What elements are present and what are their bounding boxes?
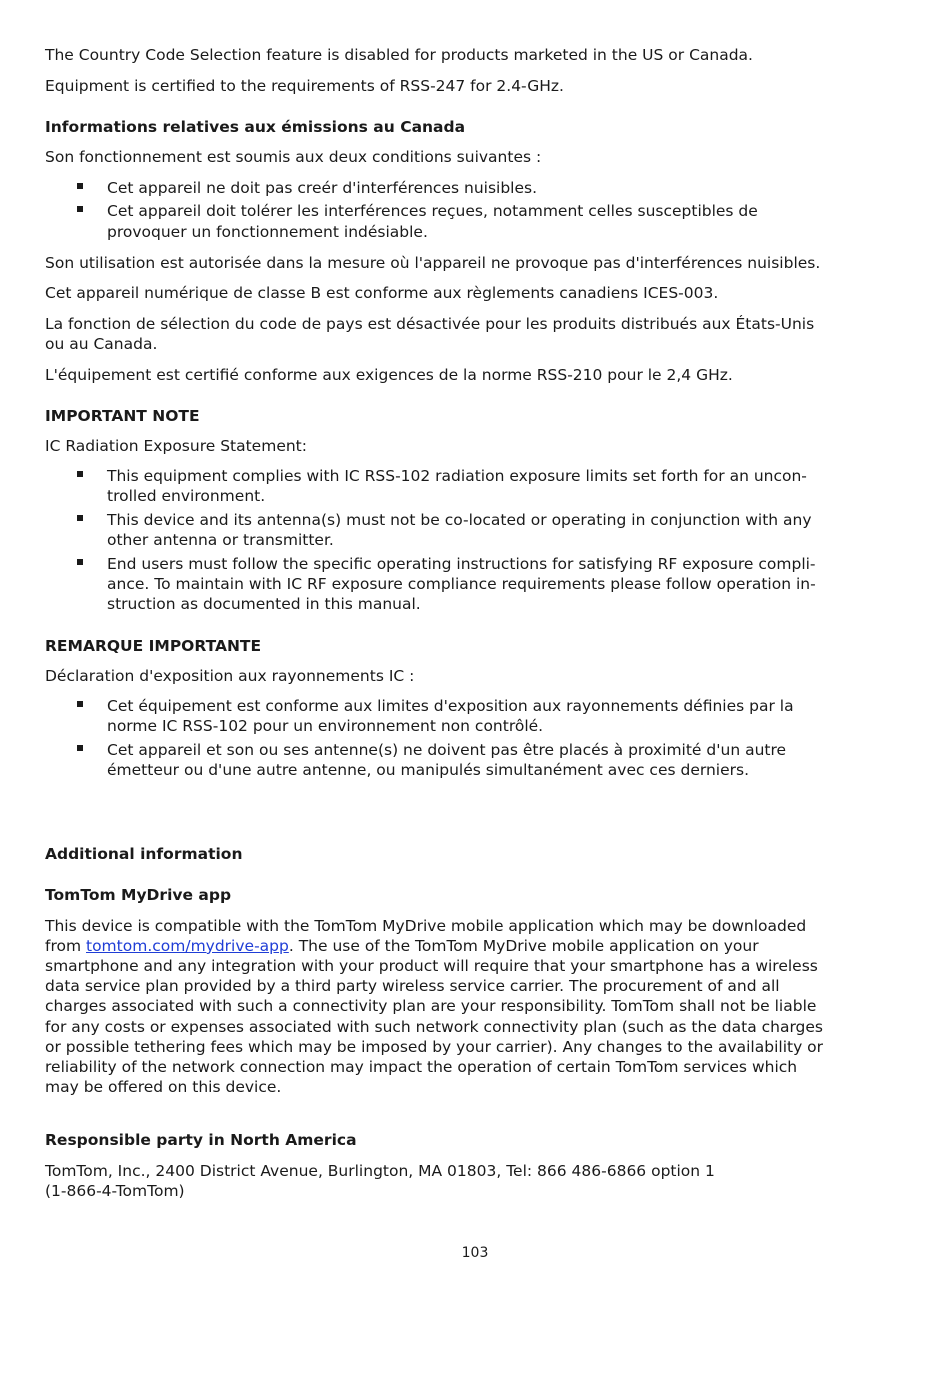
paragraph: Equipment is certified to the requirements of RSS-247 for 2.4-GHz.	[45, 77, 564, 95]
bullet-icon	[77, 471, 83, 477]
list-item: Cet appareil ne doit pas creér d'interférences nuisibles.	[107, 179, 538, 197]
list-item: End users must follow the specific operating instructions for satisfying RF exposure compli-	[107, 555, 816, 573]
bullet-icon	[77, 515, 83, 521]
text-fragment: . The use of the TomTom MyDrive mobile application on your	[288, 937, 759, 955]
paragraph-continued	[45, 936, 759, 956]
paragraph: The Country Code Selection feature is disabled for products marketed in the US or Canada.	[45, 46, 753, 64]
text-fragment: from	[45, 937, 86, 955]
paragraph: Déclaration d'exposition aux rayonnements IC :	[45, 667, 415, 685]
paragraph-continued: data service plan provided by a third party wireless service carrier. The procurement of and all	[45, 977, 780, 995]
paragraph: TomTom, Inc., 2400 District Avenue, Burlington, MA 01803, Tel: 866 486-6866 option 1	[45, 1162, 715, 1180]
paragraph: IC Radiation Exposure Statement:	[45, 437, 307, 455]
paragraph: L'équipement est certifié conforme aux exigences de la norme RSS-210 pour le 2,4 GHz.	[45, 366, 733, 384]
list-item: Cet équipement est conforme aux limites d'exposition aux rayonnements définies par la	[107, 697, 794, 715]
section-heading: REMARQUE IMPORTANTE	[45, 637, 262, 655]
paragraph: Cet appareil numérique de classe B est conforme aux règlements canadiens ICES-003.	[45, 284, 719, 302]
bullet-icon	[77, 559, 83, 565]
mydrive-app-link[interactable]: tomtom.com/mydrive-app	[86, 937, 289, 955]
paragraph-continued: (1-866-4-TomTom)	[45, 1182, 185, 1200]
paragraph-continued: reliability of the network connection may impact the operation of certain TomTom services which	[45, 1058, 798, 1076]
list-item-continued: struction as documented in this manual.	[107, 595, 421, 613]
bullet-icon	[77, 206, 83, 212]
section-heading: Additional information	[45, 845, 243, 863]
paragraph-continued: for any costs or expenses associated with such network connectivity plan (such as the data charges	[45, 1018, 824, 1036]
list-item: Cet appareil doit tolérer les interférences reçues, notamment celles susceptibles de	[107, 202, 758, 220]
paragraph-continued: smartphone and any integration with your product will require that your smartphone has a wireless	[45, 957, 818, 975]
section-heading: Informations relatives aux émissions au Canada	[45, 118, 466, 136]
paragraph: Son fonctionnement est soumis aux deux conditions suivantes :	[45, 148, 542, 166]
list-item-continued: other antenna or transmitter.	[107, 531, 334, 549]
list-item: This equipment complies with IC RSS-102 radiation exposure limits set forth for an uncon-	[107, 467, 807, 485]
paragraph-continued: may be offered on this device.	[45, 1078, 282, 1096]
paragraph-continued: or possible tethering fees which may be imposed by your carrier). Any changes to the availability or	[45, 1038, 824, 1056]
section-heading: TomTom MyDrive app	[45, 886, 232, 904]
list-item: Cet appareil et son ou ses antenne(s) ne doivent pas être placés à proximité d'un autre	[107, 741, 787, 759]
section-heading: Responsible party in North America	[45, 1131, 357, 1149]
paragraph-continued: ou au Canada.	[45, 335, 158, 353]
paragraph: This device is compatible with the TomTom MyDrive mobile application which may be downloaded	[45, 917, 807, 935]
paragraph-continued: charges associated with such a connectivity plan are your responsibility. TomTom shall not be liable	[45, 997, 817, 1015]
list-item-continued: norme IC RSS-102 pour un environnement non contrôlé.	[107, 717, 544, 735]
list-item: This device and its antenna(s) must not be co-located or operating in conjunction with any	[107, 511, 812, 529]
bullet-icon	[77, 183, 83, 189]
bullet-icon	[77, 701, 83, 707]
list-item-continued: trolled environment.	[107, 487, 266, 505]
paragraph: La fonction de sélection du code de pays est désactivée pour les produits distribués aux États-Unis	[45, 315, 815, 333]
page-number: 103	[461, 1245, 489, 1261]
bullet-icon	[77, 745, 83, 751]
list-item-continued: ance. To maintain with IC RF exposure compliance requirements please follow operation in-	[107, 575, 816, 593]
list-item-continued: émetteur ou d'une autre antenne, ou manipulés simultanément avec ces derniers.	[107, 761, 750, 779]
section-heading: IMPORTANT NOTE	[45, 407, 200, 425]
paragraph: Son utilisation est autorisée dans la mesure où l'appareil ne provoque pas d'interférences nuisibles.	[45, 254, 821, 272]
list-item-continued: provoquer un fonctionnement indésiable.	[107, 223, 428, 241]
